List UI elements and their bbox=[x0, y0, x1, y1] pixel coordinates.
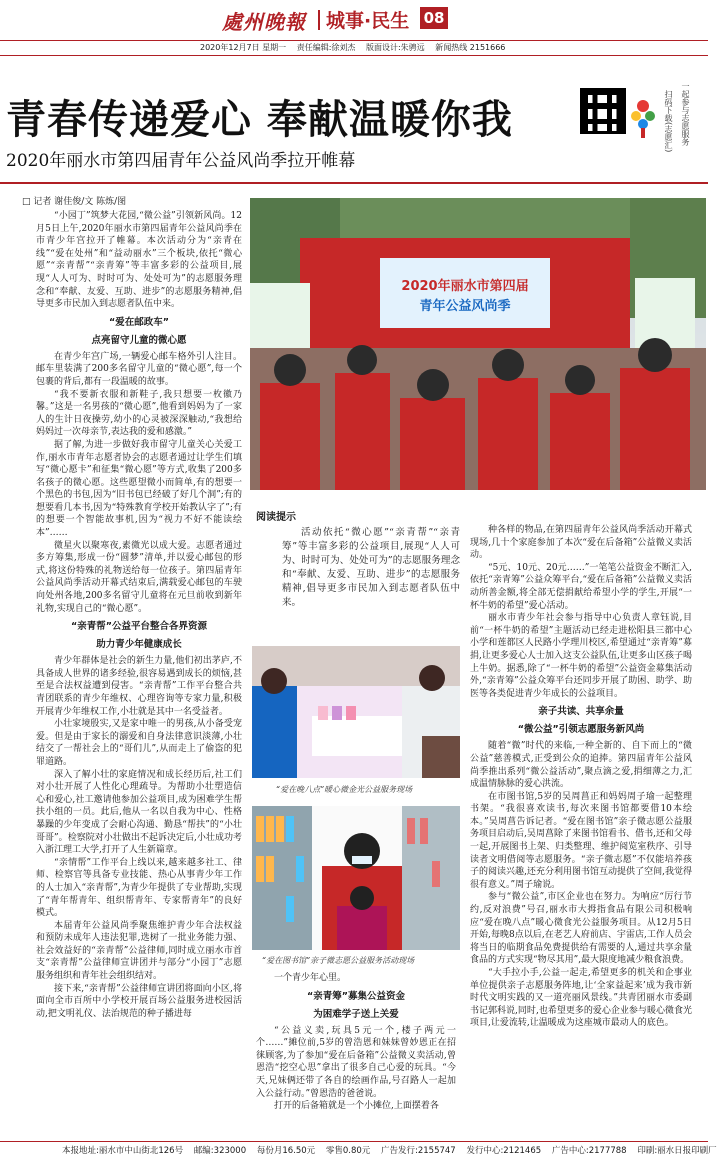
section-subheading: 亲子共读、共享余量 bbox=[538, 706, 624, 718]
svg-text:青年公益风尚季: 青年公益风尚季 bbox=[419, 299, 511, 314]
qr-scan-hint: 扫码下载(志愿汇) bbox=[664, 90, 673, 153]
photo-caption-library: “爱在图书馆”亲子微志愿公益服务活动现场 bbox=[262, 956, 415, 965]
article-column-right bbox=[470, 524, 692, 1129]
article-paragraph: 小壮家境殷实,又是家中唯一的男孩,从小备受宠爱。但是由于家长的溺爱和自身法律意识淡薄,小壮结交了一帮社会上的“哥们儿”,从而走上了偷盗的犯罪道路。 bbox=[36, 719, 242, 767]
footer-price-copy: 零售0.80元 bbox=[325, 1146, 371, 1156]
reading-tips-box bbox=[252, 500, 466, 640]
volunteer-slogan: 一起参与志愿服务 bbox=[681, 82, 690, 146]
article-column-left bbox=[36, 210, 242, 1130]
article-paragraph: 深入了解小壮的家庭情况和成长经历后,社工们对小壮开展了人性化心理疏导。为帮助小壮塑造信心和爱心,社工邀请他参加公益项目,成为困难学生帮扶小组的一员。此后,他从一名以自我为中心、性格暴躁的少年变成了会耐心沟通、勤恳“帮扶”的“小壮哥哥”。检察院对小壮做出不起诉决定后,小壮成功考入浙江理工大学,打开了人生新篇章。 bbox=[36, 769, 242, 856]
masthead-divider bbox=[318, 10, 320, 30]
footer-delivery: 发行中心:2121465 bbox=[466, 1146, 542, 1156]
footer-bar bbox=[0, 1141, 717, 1162]
food-sharing-photo bbox=[252, 646, 460, 778]
volunteer-logo-icon bbox=[628, 96, 658, 140]
section-subheading: “微公益”引领志愿服务新风尚 bbox=[517, 724, 645, 736]
byline-box-icon: □ bbox=[22, 197, 34, 207]
editor-credit: 责任编辑:徐刘杰 bbox=[296, 43, 356, 52]
page-title: 青春传递爱心 奉献温暖你我 bbox=[6, 97, 513, 143]
designer-credit: 版面设计:朱骋远 bbox=[365, 43, 425, 52]
article-paragraph: 打开的后备箱就是一个小摊位,上面摆着各 bbox=[274, 1101, 439, 1112]
article-paragraph: 一个青少年心里。 bbox=[274, 973, 347, 983]
news-hotline: 新闻热线 2151666 bbox=[435, 43, 506, 52]
section-title: 城事·民生 bbox=[326, 10, 410, 32]
article-paragraph: 随着“微”时代的来临,一种全新的、自下而上的“微公益”慈善模式,正受到公众的追捧。第四届青年公益风尚季推出系列“微公益活动”,聚点滴之爱,捐细薄之力,汇成温情脉脉的爱心洪流。 bbox=[470, 741, 692, 790]
reading-tips-title: 阅读提示 bbox=[256, 512, 296, 523]
svg-text:2020年丽水市第四届: 2020年丽水市第四届 bbox=[401, 279, 529, 294]
article-paragraph: 青少年群体是社会的新生力量,他们初出茅庐,不具备成人世界的诸多经验,很容易遇到成长的烦恼,甚至是合法权益遭到侵害。“亲青帮”工作平台整合共青团联系的青少年维权、心理咨询等专家力量,积极开展青少年维权工作,小壮就是其中一名受益者。 bbox=[36, 656, 242, 717]
article-paragraph: 丽水市青少年社会参与指导中心负责人章钰说,目前“一杯牛奶的希望”主题活动已经走进松阳县三都中心小学和莲都区人民路小学理川校区,希望通过“亲青筹”募捐,让更多爱心人士加入这支公益队伍,让更多山区孩子喝上牛奶。据悉,除了“一杯牛奶的希望”公益资金募集活动外,“亲青筹”公益众筹平台还同步开展了助困、助学、助医等各类促进青少年成长的公益项目。 bbox=[470, 613, 692, 699]
footer-printer: 印刷:丽水日报印刷厂 bbox=[637, 1146, 717, 1156]
qr-code-icon[interactable] bbox=[580, 88, 626, 134]
page-number-badge: 08 bbox=[420, 7, 448, 29]
article-paragraph: 参与“微公益”,市区企业也在努力。为响应“厉行节约,反对浪费”号召,丽水市大拇指食品有限公司积极响应“爱在晚八点”暖心微食光公益服务项目。从12月5日开始,每晚8点以后,在老艺人府前店、宇雷店,工作人员会将当日的临期食品免费提供给有需要的人,通过共享余量食品的方式实现“物尽其用”,最大限度地减少粮食浪费。 bbox=[470, 892, 692, 966]
section-subheading: 点亮留守儿童的微心愿 bbox=[91, 334, 187, 346]
section-subheading: “亲青筹”募集公益资金 bbox=[307, 990, 405, 1002]
header-rule bbox=[0, 182, 708, 184]
section-subheading: 助力青少年健康成长 bbox=[96, 639, 182, 651]
article-paragraph: 据了解,为进一步做好我市留守儿童关心关爱工作,丽水市青年志愿者协会的志愿者通过让学生们填写“微心愿卡”和征集“微心愿”等方式,收集了200多名孩子的微心愿。这些愿望微小而简单,有的想要一个黑色的书包,因为“旧书包已经破了好几个洞”;有的想要看几本书,因为“特殊教育学校开始教认字了”;有的想要一个智能故事机,因为“视力不好不能读绘本”…… bbox=[36, 439, 242, 539]
footer-ad-phone: 广告发行:2155747 bbox=[381, 1146, 456, 1156]
section-subheading: “爱在邮政车” bbox=[109, 316, 169, 328]
article-paragraph: “我不要新衣服和新鞋子,我只想要一枚徽乃馨。”这是一名男孩的“微心愿”,他看到妈妈为了一家人的生计日夜操劳,幼小的心灵被深深触动,“我想给妈妈过一次母亲节,表达我的爱和感激。” bbox=[36, 389, 242, 438]
issue-meta-bar bbox=[0, 40, 708, 56]
event-stage-photo bbox=[250, 198, 706, 490]
article-paragraph: 在市图书馆,5岁的吴周菖正和妈妈周子瑜一起整理书架。“我很喜欢读书,每次来图书馆都要借10本绘本。”吴周菖告诉记者。“爱在图书馆”亲子微志愿公益服务项目启动后,吴周菖除了来图书馆看书、借书,还和父母一起,开展图书上架、归类整理、维护阅览室秩序、引导读者文明借阅等志愿服务。“亲子微志愿”不仅能培养孩子的阅读兴趣,还充分利用图书馆互动提供了空间,我觉得很有意义。”周子瑜说。 bbox=[470, 791, 692, 890]
article-paragraph: 本届青年公益风尚季聚焦维护青少年合法权益和预防未成年人违法犯罪,选树了一批业务能力强、社会效益好的“亲青帮”公益律师,同时成立丽水市首支“亲青帮”公益律师宣讲团并与部分“小园丁”志愿服务组织和青年社会组织结对。 bbox=[36, 920, 242, 982]
article-paragraph: “5元、10元、20元……”一笔笔公益资金不断汇入,依托“亲青筹”公益众筹平台,“爱在后备箱”公益微义卖活动所善金额,将全部无偿捐献给希望小学的学生,开展“一杯牛奶的希望”爱心活动。 bbox=[470, 562, 692, 611]
issue-date: 2020年12月7日 星期一 bbox=[200, 43, 287, 52]
footer-price-month: 每份月16.50元 bbox=[256, 1146, 316, 1156]
byline: □ 记者 谢佳俊/文 陈炼/图 bbox=[22, 197, 127, 207]
footer-address: 本报地址:丽水市中山街北126号 bbox=[62, 1146, 184, 1156]
article-paragraph: “大手拉小手,公益一起走,希望更多的机关和企事业单位提供亲子志愿服务阵地,让‘全家益起来’成为我市新时代文明实践的又一道亮丽风景线。”共青团丽水市委副书记郭科说,同时,也希望更多的爱心企业参与暖心微食光项目,让爱流转,让温暖成为这座城市最动人的底色。 bbox=[470, 968, 692, 1029]
reading-tips-body: 活动依托“微心愿”“亲青帮”“亲青筹”等丰富多彩的公益项目,展现“人人可为、时时可为、处处可为”的志愿服务理念和“奉献、友爱、互助、进步”的志愿服务精神,倡导更多市民加入到志愿者队伍中来。 bbox=[282, 527, 460, 608]
article-paragraph: 接下来,“亲青帮”公益律师宣讲团将面向小区,将面向全市百所中小学校开展百场公益服务进校园活动,把文明礼仪、法治规范的种子播进每 bbox=[36, 983, 242, 1019]
section-subheading: 为困难学子送上关爱 bbox=[313, 1008, 399, 1020]
article-paragraph: 在青少年宫广场,一辆爱心邮车格外引人注目。邮车里装满了200多名留守儿童的“微心愿”,每一个包裹的背后,都有一段温暖的故事。 bbox=[36, 351, 242, 387]
article-paragraph: “小园丁”筑梦大花园,“微公益”引领新风尚。12月5日上午,2020年丽水市第四届青年公益风尚季在市青少年宫拉开了帷幕。本次活动分为“亲青在线”“爱在处州”和“益动丽水”三个板块,依托“微心愿”“亲青帮”“亲青筹”等丰富多彩的公益项目,展现“人人可为、时时可为、处处可为”的志愿服务理念和“奉献、友爱、互助、进步”的志愿服务精神,倡导更多市民加入到志愿者队伍中来。 bbox=[36, 211, 242, 310]
section-subheading: “亲青帮”公益平台整合各界资源 bbox=[71, 621, 207, 633]
article-paragraph: “亲情帮”工作平台上线以来,越来越多社工、律师、检察官等具备专业技能、热心从事青少年工作的人士加入“亲青帮”,为青少年提供了专业帮助,实现了“青年帮青年、组织帮青年、专家帮青年”的良好模式。 bbox=[36, 857, 242, 919]
footer-ad-center: 广告中心:2177788 bbox=[551, 1146, 627, 1156]
article-paragraph: 种各样的物品,在第四届青年公益风尚季活动开幕式现场,几十个家庭参加了本次“爱在后备箱”公益微义卖活动。 bbox=[470, 525, 692, 561]
article-column-middle bbox=[256, 972, 456, 1137]
photo-caption-food: “爱在晚八点”暖心微金光公益服务现场 bbox=[276, 785, 413, 794]
page-subtitle: 2020年丽水市第四届青年公益风尚季拉开帷幕 bbox=[6, 151, 356, 171]
article-paragraph: 微星火以聚寒夜,素微光以成大爱。志愿者通过多方筹集,形成一份“圆梦”清单,并以爱心邮包的形式,将这份特殊的礼物送给每一位孩子。第四届青年公益风尚季活动开幕式结束后,满载爱心邮包的车驶向处州各地,200多名留守儿童将在元旦前收到新年礼物,实现自己的“微心愿”。 bbox=[36, 540, 242, 614]
library-volunteer-photo bbox=[252, 806, 460, 950]
footer-postcode: 邮编:323000 bbox=[193, 1146, 247, 1156]
masthead bbox=[0, 0, 708, 38]
article-paragraph: “公益义卖,玩具5元一个,楼子两元一个……”摊位前,5岁的曾浩恩和妹妹曾妙恩正在招徕顾客,为了参加“爱在后备箱”公益微义卖活动,曾恩浩“挖空心思”拿出了很多自己心爱的玩具。“今天,兄妹俩还带了各自的绘画作品,号召路人一起加入公益行动。”曾恩浩的爸爸说。 bbox=[256, 1025, 456, 1099]
newspaper-logo: 處州晚報 bbox=[222, 10, 306, 34]
